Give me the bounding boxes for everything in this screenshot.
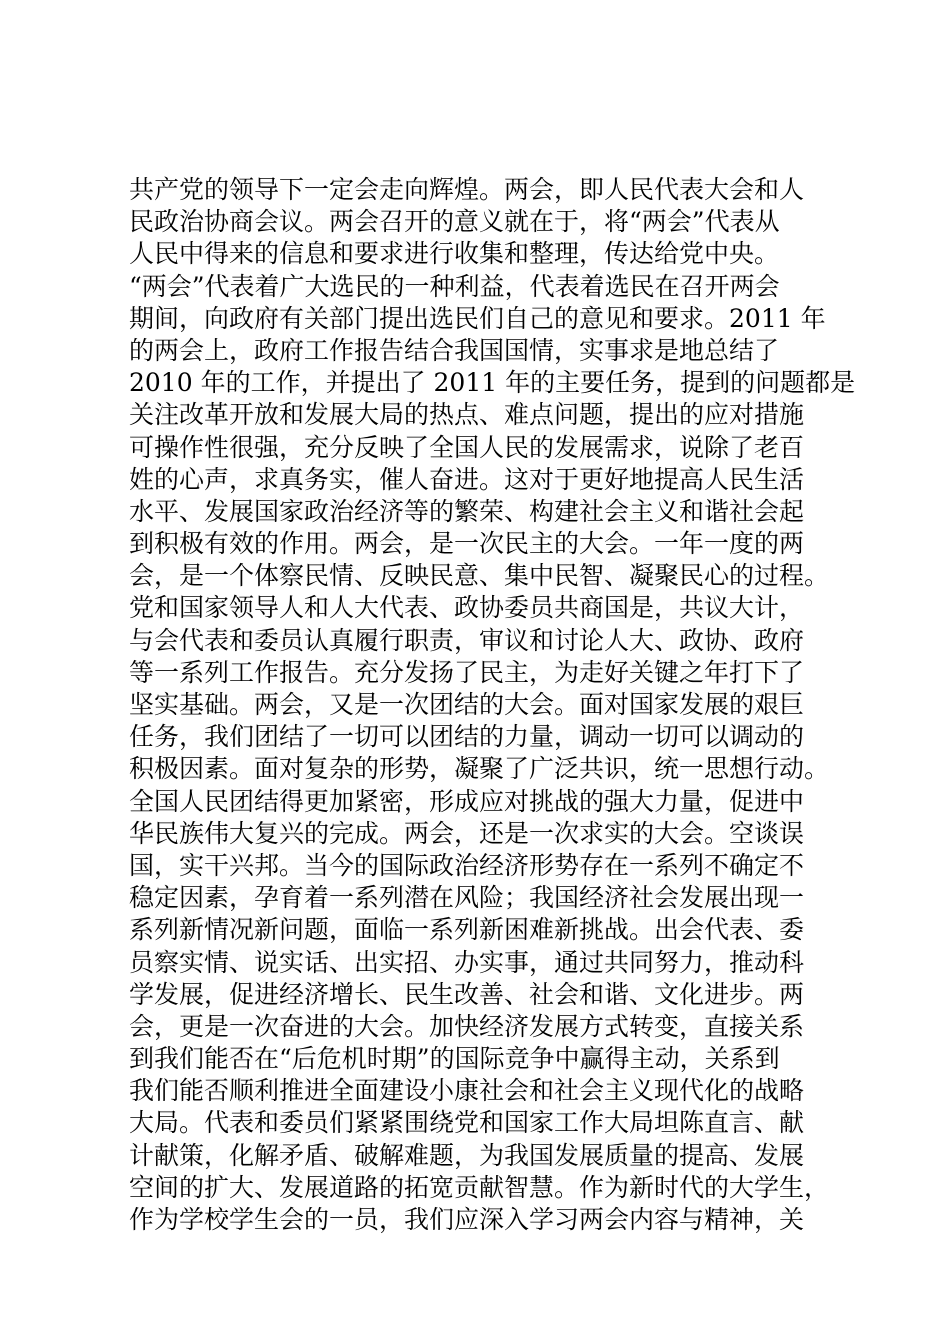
body-paragraph bbox=[129, 174, 856, 1236]
text-line: 计献策，化解矛盾、破解难题，为我国发展质量的提高、发展 bbox=[129, 1140, 805, 1170]
text-line: 国，实干兴邦。当今的国际政治经济形势存在一系列不确定不 bbox=[129, 850, 805, 880]
text-line: 姓的心声，求真务实，催人奋进。这对于更好地提高人民生活 bbox=[129, 464, 805, 494]
text-line: 学发展，促进经济增长、民生改善、社会和谐、文化进步。两 bbox=[129, 979, 805, 1009]
text-line: 空间的扩大、发展道路的拓宽贡献智慧。作为新时代的大学生， bbox=[129, 1172, 830, 1202]
text-line: 可操作性很强，充分反映了全国人民的发展需求，说除了老百 bbox=[129, 432, 805, 462]
text-line: 我们能否顺利推进全面建设小康社会和社会主义现代化的战略 bbox=[129, 1076, 805, 1106]
text-line: 坚实基础。两会，又是一次团结的大会。面对国家发展的艰巨 bbox=[129, 690, 805, 719]
text-line: 关注改革开放和发展大局的热点、难点问题，提出的应对措施 bbox=[129, 400, 805, 430]
text-line: 员察实情、说实话、出实招、办实事，通过共同努力，推动科 bbox=[129, 947, 805, 977]
text-line: 2010 年的工作，并提出了 2011 年的主要任务，提到的问题都是 bbox=[129, 368, 856, 398]
text-line: 到我们能否在“后危机时期”的国际竞争中赢得主动，关系到 bbox=[129, 1044, 780, 1074]
text-line: 会，是一个体察民情、反映民意、集中民智、凝聚民心的过程。 bbox=[129, 561, 830, 591]
text-line: 华民族伟大复兴的完成。两会，还是一次求实的大会。空谈误 bbox=[129, 818, 805, 848]
text-line: 会，更是一次奋进的大会。加快经济发展方式转变，直接关系 bbox=[129, 1011, 805, 1041]
text-line: 党和国家领导人和人大代表、政协委员共商国是，共议大计， bbox=[129, 593, 805, 623]
text-line: 与会代表和委员认真履行职责，审议和讨论人大、政协、政府 bbox=[129, 625, 805, 655]
text-line: 水平、发展国家政治经济等的繁荣、构建社会主义和谐社会起 bbox=[129, 496, 805, 526]
text-line: 到积极有效的作用。两会，是一次民主的大会。一年一度的两 bbox=[129, 529, 805, 559]
text-line: 等一系列工作报告。充分发扬了民主，为走好关键之年打下了 bbox=[129, 657, 805, 687]
text-line: 稳定因素，孕育着一系列潜在风险；我国经济社会发展出现一 bbox=[129, 883, 805, 913]
text-line: 系列新情况新问题，面临一系列新困难新挑战。出会代表、委 bbox=[129, 915, 805, 945]
text-line: “两会”代表着广大选民的一种利益，代表着选民在召开两会 bbox=[129, 271, 780, 301]
text-line: 任务，我们团结了一切可以团结的力量，调动一切可以调动的 bbox=[129, 722, 805, 752]
text-line: 人民中得来的信息和要求进行收集和整理，传达给党中央。 bbox=[129, 239, 780, 269]
text-line: 作为学校学生会的一员，我们应深入学习两会内容与精神，关 bbox=[129, 1205, 805, 1234]
text-line: 期间，向政府有关部门提出选民们自己的意见和要求。2011 年 bbox=[129, 303, 826, 333]
text-line: 民政治协商会议。两会召开的意义就在于，将“两会”代表从 bbox=[129, 207, 780, 237]
text-line: 积极因素。面对复杂的形势，凝聚了广泛共识，统一思想行动。 bbox=[129, 754, 830, 784]
text-line: 的两会上，政府工作报告结合我国国情，实事求是地总结了 bbox=[129, 335, 780, 365]
text-line: 全国人民团结得更加紧密，形成应对挑战的强大力量，促进中 bbox=[129, 786, 805, 816]
text-line: 大局。代表和委员们紧紧围绕党和国家工作大局坦陈直言、献 bbox=[129, 1108, 805, 1138]
text-line: 共产党的领导下一定会走向辉煌。两会，即人民代表大会和人 bbox=[129, 175, 805, 204]
